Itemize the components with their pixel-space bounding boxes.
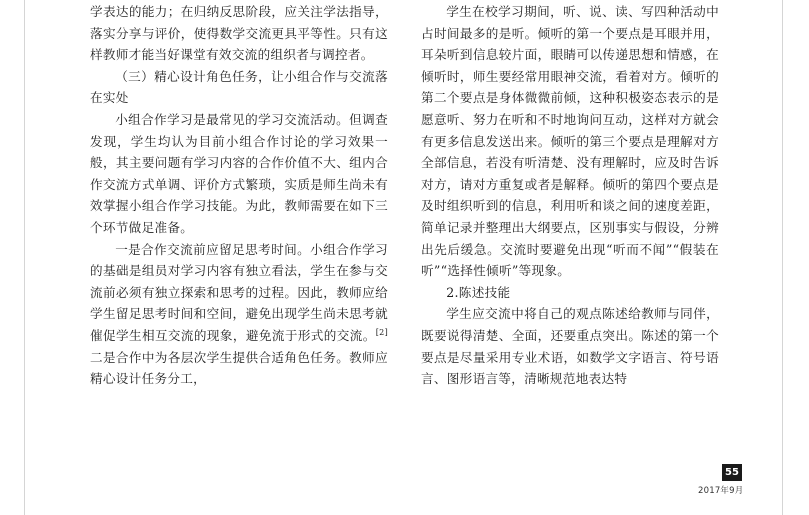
paragraph-thinking-time	[90, 239, 388, 390]
page-number-badge: 55	[722, 464, 742, 481]
paragraph-continuation: 学表达的能力；在归纳反思阶段，应关注学法指导，落实分享与评价，使得数学交流更具平等性。只有这样教师才能当好课堂有效交流的组织者与调控者。	[90, 4, 388, 63]
reference-marker: [2]	[375, 327, 388, 337]
issue-date: 2017年9月	[698, 486, 744, 496]
paragraph-group-work: 小组合作学习是最常见的学习交流活动。但调查发现，学生均认为目前小组合作讨论的学习效果一般，其主要问题有学习内容的合作价值不大、组内合作交流方式单调、评价方式繁琐，实质是师生尚未有效掌握小组合作学习技能。为此，教师需要在如下三个环节做足准备。	[90, 111, 388, 235]
paragraph-thinking-time-text: 一是合作交流前应留足思考时间。小组合作学习的基础是组员对学习内容有独立看法，学生在参与交流前必须有独立探索和思考的过程。因此，教师应给学生留足思考时间和空间，避免出现学生尚未思考就催促学生相互交流的现象，避免流于形式的交流。	[90, 241, 388, 343]
right-margin-rule	[782, 0, 783, 515]
section-heading: （三）精心设计角色任务，让小组合作与交流落在实处	[90, 68, 388, 106]
paragraph-role-task-text: 二是合作中为各层次学生提供合适角色任务。教师应精心设计任务分工，	[90, 349, 388, 387]
left-margin-rule	[24, 0, 25, 515]
right-text-column	[421, 1, 719, 390]
paragraph-statement: 学生应交流中将自己的观点陈述给教师与同伴，既要说得清楚、全面，还要重点突出。陈述的第一个要点是尽量采用专业术语，如数学文字语言、符号语言、图形语言等，清晰规范地表达特	[421, 306, 719, 387]
paragraph-listening: 学生在校学习期间，听、说、读、写四种活动中占时间最多的是听。倾听的第一个要点是耳眼并用，耳朵听到信息较片面，眼睛可以传递思想和情感，在倾听时，师生要经常用眼神交流，看着对方。倾听的第二个要点是身体微微前倾，这种积极姿态表示的是愿意听、努力在听和不时地询问互动，这样对方就会有更多信息发送出来。倾听的第三个要点是理解对方全部信息，若没有听清楚、没有理解时，应及时告诉对方，请对方重复或者是解释。倾听的第四个要点是及时组织听到的信息，利用听和谈之间的速度差距，简单记录并整理出大纲要点，区别事实与假设，分辨出先后缓急。交流时要避免出现“听而不闻”“假装在听”“选择性倾听”等现象。	[421, 4, 719, 279]
subsection-heading: 2.陈述技能	[446, 284, 511, 300]
left-text-column	[90, 1, 388, 390]
